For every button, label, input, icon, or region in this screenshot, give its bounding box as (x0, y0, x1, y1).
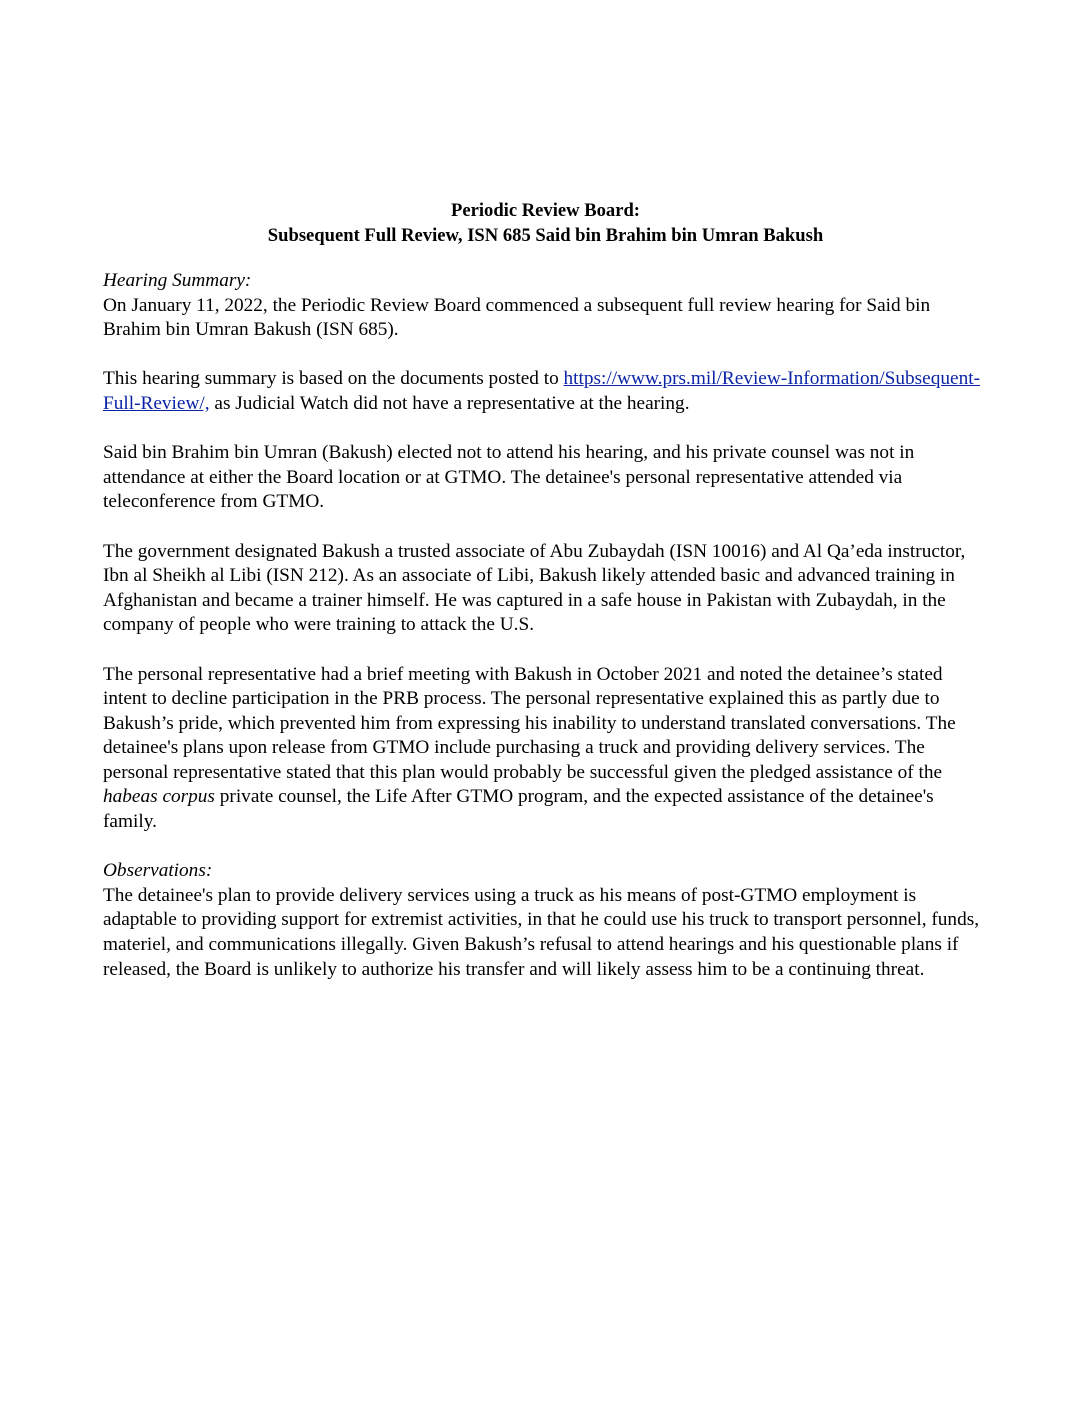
document-page (103, 198, 988, 1007)
title-line-1: Periodic Review Board: (451, 200, 640, 221)
review-information-link[interactable]: https://www.prs.mil/Review-Information/Subsequent-Full-Review/, (103, 368, 980, 414)
paragraph-5-italic-term: habeas corpus (103, 786, 215, 808)
hearing-summary-section (103, 269, 988, 835)
hearing-summary-paragraph-2 (103, 367, 988, 416)
observations-section (103, 859, 988, 982)
paragraph-2-text-before: This hearing summary is based on the documents posted to (103, 368, 564, 390)
hearing-summary-paragraph-5 (103, 663, 988, 835)
observations-heading: Observations: (103, 860, 213, 882)
document-title (103, 198, 988, 248)
observations-paragraph-1: The detainee's plan to provide delivery services using a truck as his means of post-GTMO employment is adaptable to providing support for extremist activities, in that he could use his truck to transport personnel, funds, materiel, and communications illegally. Given Bakush’s refusal to attend hearings and his questionable plans if released, the Board is unlikely to authorize his transfer and will likely assess him to be a continuing threat. (103, 884, 980, 980)
hearing-summary-paragraph-4: The government designated Bakush a trusted associate of Abu Zubaydah (ISN 10016) and Al Qa’eda instructor, Ibn al Sheikh al Libi (ISN 212). As an associate of Libi, Bakush likely attended basic and advanced training in Afghanistan and became a trainer himself. He was captured in a safe house in Pakistan with Zubaydah, in the company of people who were training to attack the U.S. (103, 540, 966, 636)
paragraph-2-text-after: as Judicial Watch did not have a representative at the hearing. (209, 392, 690, 414)
hearing-summary-paragraph-1: On January 11, 2022, the Periodic Review Board commenced a subsequent full review hearing for Said bin Brahim bin Umran Bakush (ISN 685). (103, 294, 931, 341)
hearing-summary-paragraph-3: Said bin Brahim bin Umran (Bakush) elected not to attend his hearing, and his private counsel was not in attendance at either the Board location or at GTMO. The detainee's personal representative attended via teleconference from GTMO. (103, 442, 915, 513)
title-line-2: Subsequent Full Review, ISN 685 Said bin Brahim bin Umran Bakush (267, 225, 824, 246)
hearing-summary-heading: Hearing Summary: (103, 270, 252, 291)
paragraph-5-text-after: private counsel, the Life After GTMO program, and the expected assistance of the detainee's family. (103, 786, 934, 833)
paragraph-5-text-before: The personal representative had a brief meeting with Bakush in October 2021 and noted the detainee’s stated intent to decline participation in the PRB process. The personal representative explained this as partly due to Bakush’s pride, which prevented him from expressing his inability to understand translated conversations. The detainee's plans upon release from GTMO include purchasing a truck and providing delivery services. The personal representative stated that this plan would probably be successful given the pledged assistance of the (103, 663, 956, 783)
